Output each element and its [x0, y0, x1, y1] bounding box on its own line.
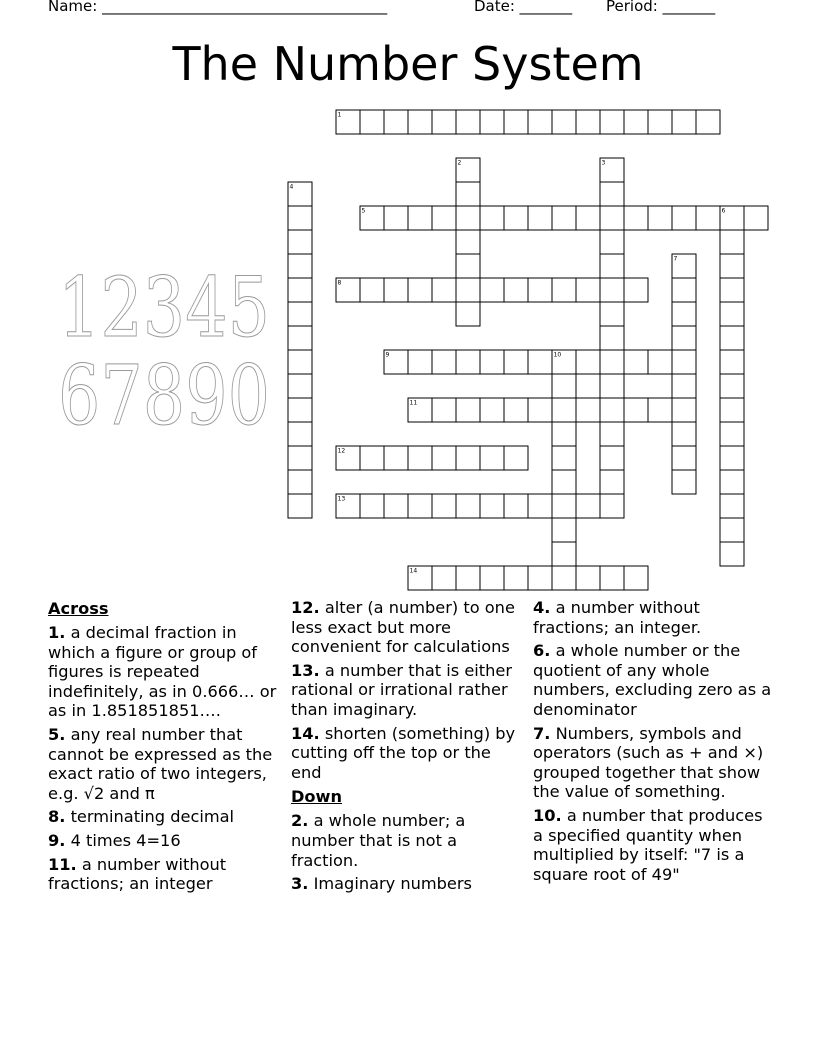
- grid-cell[interactable]: [456, 302, 480, 326]
- down-clue-2: 2. a whole number; a number that is not a fraction.: [291, 811, 466, 870]
- grid-cell[interactable]: [408, 446, 432, 470]
- grid-cell[interactable]: [552, 446, 576, 470]
- grid-cell[interactable]: [528, 398, 552, 422]
- grid-cell[interactable]: [600, 494, 624, 518]
- across-clue-11: 11. a number without fractions; an integer: [48, 854, 227, 894]
- grid-cell[interactable]: [528, 278, 552, 302]
- down-clue-10: 10. a number that produces a specified quantity when multiplied by itself: "7 is a square root of 49": [533, 805, 763, 884]
- grid-cell[interactable]: [744, 206, 768, 230]
- grid-cell[interactable]: [360, 110, 384, 134]
- grid-cell[interactable]: [552, 374, 576, 398]
- decorative-digits-row-1: 12345: [58, 261, 270, 356]
- grid-cell[interactable]: [432, 398, 456, 422]
- grid-cell[interactable]: [624, 278, 648, 302]
- across-clue-12: 12. alter (a number) to one less exact but more convenient for calculations: [291, 598, 515, 657]
- grid-cell[interactable]: [432, 446, 456, 470]
- grid-cell[interactable]: [408, 110, 432, 134]
- grid-clue-number: 13: [337, 495, 346, 503]
- grid-cell[interactable]: [720, 542, 744, 566]
- grid-cell[interactable]: [528, 494, 552, 518]
- grid-cell[interactable]: [504, 206, 528, 230]
- grid-cell[interactable]: [288, 494, 312, 518]
- down-heading: Down: [291, 787, 343, 807]
- grid-cell[interactable]: [672, 470, 696, 494]
- grid-cell[interactable]: [648, 350, 672, 374]
- grid-cell[interactable]: [504, 110, 528, 134]
- grid-cell[interactable]: [528, 206, 552, 230]
- grid-cell[interactable]: [552, 470, 576, 494]
- grid-cell[interactable]: [672, 422, 696, 446]
- grid-cell[interactable]: [720, 326, 744, 350]
- grid-clue-number: 5: [361, 207, 366, 215]
- grid-clue-number: 7: [673, 255, 678, 263]
- grid-cell[interactable]: [552, 566, 576, 590]
- grid-cell[interactable]: [456, 446, 480, 470]
- grid-cell[interactable]: [672, 374, 696, 398]
- grid-cell[interactable]: [648, 398, 672, 422]
- grid-cell[interactable]: [552, 206, 576, 230]
- grid-cell[interactable]: [288, 230, 312, 254]
- grid-cell[interactable]: [672, 302, 696, 326]
- grid-cell[interactable]: [720, 254, 744, 278]
- down-clue-7: 7. Numbers, symbols and operators (such as + and ×) grouped together that show the value of something.: [533, 723, 764, 802]
- grid-cell[interactable]: [480, 494, 504, 518]
- grid-cell[interactable]: [480, 206, 504, 230]
- grid-cell[interactable]: [600, 470, 624, 494]
- grid-cell[interactable]: [288, 206, 312, 230]
- grid-cell[interactable]: [672, 110, 696, 134]
- clues-column-2: [291, 598, 523, 898]
- grid-cell[interactable]: [672, 278, 696, 302]
- grid-cell[interactable]: [720, 470, 744, 494]
- grid-cell[interactable]: [504, 398, 528, 422]
- clues-column-1: [48, 598, 286, 898]
- grid-cell[interactable]: [624, 206, 648, 230]
- grid-cell[interactable]: [720, 350, 744, 374]
- grid-cell[interactable]: [456, 278, 480, 302]
- grid-cell[interactable]: [288, 278, 312, 302]
- down-clue-3: 3. Imaginary numbers: [291, 874, 472, 894]
- grid-cell[interactable]: [288, 470, 312, 494]
- grid-clue-number: 14: [409, 567, 418, 575]
- grid-cell[interactable]: [384, 206, 408, 230]
- grid-cell[interactable]: [600, 422, 624, 446]
- across-clue-5: 5. any real number that cannot be expressed as the exact ratio of two integers, e.g. √2 and π: [48, 724, 273, 803]
- grid-cell[interactable]: [600, 302, 624, 326]
- grid-cell[interactable]: [576, 566, 600, 590]
- grid-cell[interactable]: [576, 110, 600, 134]
- grid-cell[interactable]: [720, 230, 744, 254]
- grid-cell[interactable]: [480, 110, 504, 134]
- grid-cell[interactable]: [288, 422, 312, 446]
- grid-cell[interactable]: [552, 398, 576, 422]
- grid-cell[interactable]: [600, 206, 624, 230]
- grid-cell[interactable]: [600, 374, 624, 398]
- grid-cell[interactable]: [576, 350, 600, 374]
- grid-cell[interactable]: [600, 566, 624, 590]
- grid-cell[interactable]: [456, 494, 480, 518]
- grid-cell[interactable]: [600, 278, 624, 302]
- grid-cell[interactable]: [552, 518, 576, 542]
- grid-cell[interactable]: [672, 206, 696, 230]
- grid-cell[interactable]: [408, 494, 432, 518]
- page-title: The Number System: [172, 37, 644, 91]
- grid-cell[interactable]: [672, 350, 696, 374]
- grid-cell[interactable]: [552, 278, 576, 302]
- grid-cell[interactable]: [600, 254, 624, 278]
- across-clue-1: 1. a decimal fraction in which a figure or group of figures is repeated indefinitely, as in 0.666… or as in 1.851851851….: [48, 623, 277, 721]
- grid-cell[interactable]: [600, 230, 624, 254]
- grid-cell[interactable]: [600, 326, 624, 350]
- grid-cell[interactable]: [576, 278, 600, 302]
- grid-cell[interactable]: [600, 110, 624, 134]
- grid-cell[interactable]: [408, 206, 432, 230]
- grid-cell[interactable]: [648, 206, 672, 230]
- grid-cell[interactable]: [576, 398, 600, 422]
- grid-cell[interactable]: [384, 278, 408, 302]
- grid-cell[interactable]: [360, 278, 384, 302]
- grid-cell[interactable]: [384, 110, 408, 134]
- grid-clue-number: 6: [721, 207, 726, 215]
- grid-cell[interactable]: [408, 278, 432, 302]
- clues-column-3: [533, 598, 773, 888]
- grid-cell[interactable]: [528, 110, 552, 134]
- grid-cell[interactable]: [288, 446, 312, 470]
- grid-cell[interactable]: [432, 494, 456, 518]
- grid-cell[interactable]: [552, 494, 576, 518]
- grid-cell[interactable]: [480, 398, 504, 422]
- grid-cell[interactable]: [648, 110, 672, 134]
- grid-cell[interactable]: [720, 518, 744, 542]
- grid-cell[interactable]: [624, 350, 648, 374]
- grid-cell[interactable]: [696, 110, 720, 134]
- decorative-digits-row-2: 67890: [58, 349, 270, 444]
- grid-cell[interactable]: [504, 446, 528, 470]
- grid-cell[interactable]: [456, 206, 480, 230]
- grid-cell[interactable]: [480, 350, 504, 374]
- grid-cell[interactable]: [456, 230, 480, 254]
- grid-cell[interactable]: [528, 566, 552, 590]
- across-clue-9: 9. 4 times 4=16: [48, 830, 181, 850]
- down-clue-4: 4. a number without fractions; an integer.: [533, 598, 702, 637]
- grid-cell[interactable]: [528, 350, 552, 374]
- grid-cell[interactable]: [288, 302, 312, 326]
- grid-cell[interactable]: [432, 110, 456, 134]
- grid-cell[interactable]: [288, 326, 312, 350]
- grid-clue-number: 9: [385, 351, 390, 359]
- grid-cell[interactable]: [624, 398, 648, 422]
- grid-cell[interactable]: [552, 422, 576, 446]
- grid-cell[interactable]: [576, 494, 600, 518]
- grid-cell[interactable]: [672, 326, 696, 350]
- grid-clue-number: 10: [553, 351, 562, 359]
- grid-cell[interactable]: [552, 542, 576, 566]
- grid-cell[interactable]: [456, 182, 480, 206]
- grid-cell[interactable]: [288, 254, 312, 278]
- grid-clue-number: 12: [337, 447, 346, 455]
- grid-cell[interactable]: [600, 398, 624, 422]
- grid-cell[interactable]: [456, 398, 480, 422]
- grid-cell[interactable]: [480, 278, 504, 302]
- grid-cell[interactable]: [600, 350, 624, 374]
- grid-cell[interactable]: [504, 494, 528, 518]
- grid-cell[interactable]: [720, 446, 744, 470]
- grid-cell[interactable]: [384, 494, 408, 518]
- grid-cell[interactable]: [600, 446, 624, 470]
- grid-cell[interactable]: [504, 278, 528, 302]
- grid-clue-number: 2: [457, 159, 462, 167]
- grid-clue-number: 11: [409, 399, 418, 407]
- grid-cell[interactable]: [288, 374, 312, 398]
- grid-cell[interactable]: [360, 494, 384, 518]
- grid-clue-number: 3: [601, 159, 606, 167]
- grid-cell[interactable]: [432, 350, 456, 374]
- date-field[interactable]: Date: _______: [474, 0, 573, 15]
- across-clue-13: 13. a number that is either rational or irrational rather than imaginary.: [291, 660, 513, 719]
- grid-cell[interactable]: [504, 566, 528, 590]
- grid-cell[interactable]: [720, 494, 744, 518]
- grid-cell[interactable]: [696, 206, 720, 230]
- grid-cell[interactable]: [480, 446, 504, 470]
- down-clue-6: 6. a whole number or the quotient of any whole numbers, excluding zero as a denominator: [533, 641, 772, 719]
- grid-cell[interactable]: [456, 350, 480, 374]
- grid-cell[interactable]: [720, 422, 744, 446]
- grid-cell[interactable]: [576, 206, 600, 230]
- grid-cell[interactable]: [480, 566, 504, 590]
- grid-clue-number: 1: [337, 111, 342, 119]
- across-clue-8: 8. terminating decimal: [48, 807, 235, 827]
- grid-cell[interactable]: [432, 278, 456, 302]
- grid-cell[interactable]: [456, 110, 480, 134]
- grid-cell[interactable]: [720, 374, 744, 398]
- grid-cell[interactable]: [432, 206, 456, 230]
- grid-cell[interactable]: [672, 446, 696, 470]
- grid-cell[interactable]: [360, 446, 384, 470]
- grid-cell[interactable]: [672, 398, 696, 422]
- name-field[interactable]: Name: ______________________________________: [48, 0, 388, 15]
- grid-clue-number: 8: [337, 279, 342, 287]
- grid-cell[interactable]: [408, 350, 432, 374]
- grid-cell[interactable]: [432, 566, 456, 590]
- grid-cell[interactable]: [456, 254, 480, 278]
- grid-cell[interactable]: [600, 182, 624, 206]
- grid-cell[interactable]: [456, 566, 480, 590]
- grid-cell[interactable]: [288, 398, 312, 422]
- grid-cell[interactable]: [504, 350, 528, 374]
- grid-clue-number: 4: [289, 183, 294, 191]
- grid-cell[interactable]: [624, 110, 648, 134]
- grid-cell[interactable]: [720, 278, 744, 302]
- grid-cell[interactable]: [384, 446, 408, 470]
- grid-cell[interactable]: [720, 302, 744, 326]
- across-heading: Across: [48, 599, 109, 618]
- grid-cell[interactable]: [552, 110, 576, 134]
- across-clue-14: 14. shorten (something) by cutting off the top or the end: [291, 723, 516, 782]
- grid-cell[interactable]: [624, 566, 648, 590]
- grid-cell[interactable]: [288, 350, 312, 374]
- period-field[interactable]: Period: _______: [606, 0, 716, 15]
- grid-cell[interactable]: [720, 398, 744, 422]
